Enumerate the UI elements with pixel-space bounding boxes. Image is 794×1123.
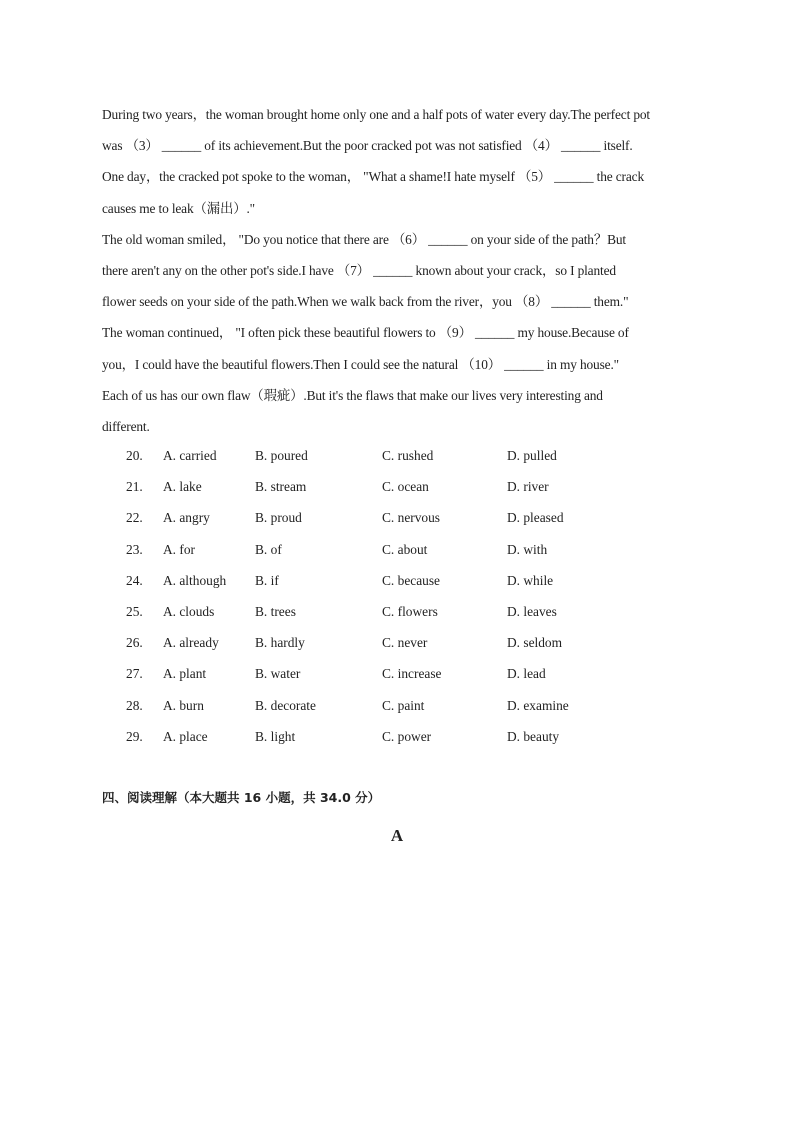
passage-line: causes me to leak（漏出）." <box>102 200 255 216</box>
option-d: D. with <box>507 541 548 557</box>
option-b: B. of <box>255 541 282 557</box>
passage-line: you，I could have the beautiful flowers.Then I could see the natural （10） ______ in my house." <box>102 356 619 372</box>
question-row-26 <box>126 627 646 658</box>
cloze-passage <box>102 99 698 442</box>
option-d: D. while <box>507 572 554 588</box>
answer-options-list <box>126 440 646 752</box>
question-row-21 <box>126 471 646 502</box>
option-b: B. water <box>255 666 301 682</box>
option-a: A. although <box>163 572 227 588</box>
option-d: D. river <box>507 479 549 495</box>
option-a: A. lake <box>163 479 202 495</box>
passage-line: different. <box>102 418 150 434</box>
option-a: A. angry <box>163 510 210 526</box>
option-c: C. ocean <box>382 479 429 495</box>
question-number: 23. <box>126 541 143 557</box>
option-a: A. for <box>163 541 195 557</box>
option-c: C. nervous <box>382 510 441 526</box>
passage-line: The woman continued， "I often pick these beautiful flowers to （9） ______ my house.Because of <box>102 325 629 341</box>
option-c: C. about <box>382 541 428 557</box>
passage-line: The old woman smiled， "Do you notice that there are （6） ______ on your side of the path？But <box>102 231 626 247</box>
option-b: B. light <box>255 728 296 744</box>
option-c: C. paint <box>382 697 425 713</box>
option-d: D. pleased <box>507 510 564 526</box>
option-a: A. place <box>163 728 208 744</box>
question-row-20 <box>126 440 646 471</box>
option-c: C. increase <box>382 666 442 682</box>
question-row-28 <box>126 690 646 721</box>
passage-line: flower seeds on your side of the path.When we walk back from the river，you （8） ______ them." <box>102 294 629 310</box>
option-d: D. lead <box>507 666 546 682</box>
option-c: C. never <box>382 635 428 651</box>
question-row-29 <box>126 721 646 752</box>
passage-line: During two years，the woman brought home only one and a half pots of water every day.The perfect pot <box>102 107 651 122</box>
question-row-25 <box>126 596 646 627</box>
option-b: B. proud <box>255 510 302 526</box>
question-number: 29. <box>126 728 143 744</box>
question-number: 21. <box>126 479 143 495</box>
passage-line: One day，the cracked pot spoke to the woman， "What a shame!I hate myself （5） ______ the crack <box>102 169 644 185</box>
passage-letter-title: A <box>390 826 404 845</box>
question-row-22 <box>126 502 646 533</box>
option-d: D. pulled <box>507 448 557 463</box>
option-d: D. leaves <box>507 603 557 619</box>
option-d: D. seldom <box>507 635 563 651</box>
option-a: A. plant <box>163 666 207 682</box>
option-d: D. beauty <box>507 728 560 744</box>
question-number: 26. <box>126 635 143 651</box>
option-c: C. rushed <box>382 448 434 463</box>
option-c: C. flowers <box>382 603 438 619</box>
section-heading: 四、阅读理解（本大题共 16 小题，共 34.0 分） <box>102 790 381 805</box>
question-number: 22. <box>126 510 143 526</box>
passage-line: there aren't any on the other pot's side.I have （7） ______ known about your crack，so I planted <box>102 262 616 278</box>
question-number: 28. <box>126 697 143 713</box>
option-c: C. because <box>382 572 441 588</box>
option-b: B. stream <box>255 479 307 495</box>
question-number: 25. <box>126 603 143 619</box>
option-b: B. decorate <box>255 697 316 713</box>
option-b: B. trees <box>255 603 296 619</box>
option-c: C. power <box>382 728 432 744</box>
option-a: A. carried <box>163 448 217 463</box>
option-a: A. already <box>163 635 219 651</box>
question-row-23 <box>126 534 646 565</box>
option-d: D. examine <box>507 697 569 713</box>
question-row-27 <box>126 658 646 689</box>
question-row-24 <box>126 565 646 596</box>
option-a: A. burn <box>163 697 204 713</box>
question-number: 20. <box>126 448 143 463</box>
question-number: 27. <box>126 666 143 682</box>
option-b: B. if <box>255 572 279 588</box>
option-b: B. hardly <box>255 635 305 651</box>
question-number: 24. <box>126 572 143 588</box>
option-a: A. clouds <box>163 603 215 619</box>
passage-line: was （3） ______ of its achievement.But the poor cracked pot was not satisfied （4） ______ itself. <box>102 138 633 154</box>
option-b: B. poured <box>255 448 308 463</box>
passage-line: Each of us has our own flaw（瑕疵）.But it's the flaws that make our lives very interesting and <box>102 387 603 403</box>
